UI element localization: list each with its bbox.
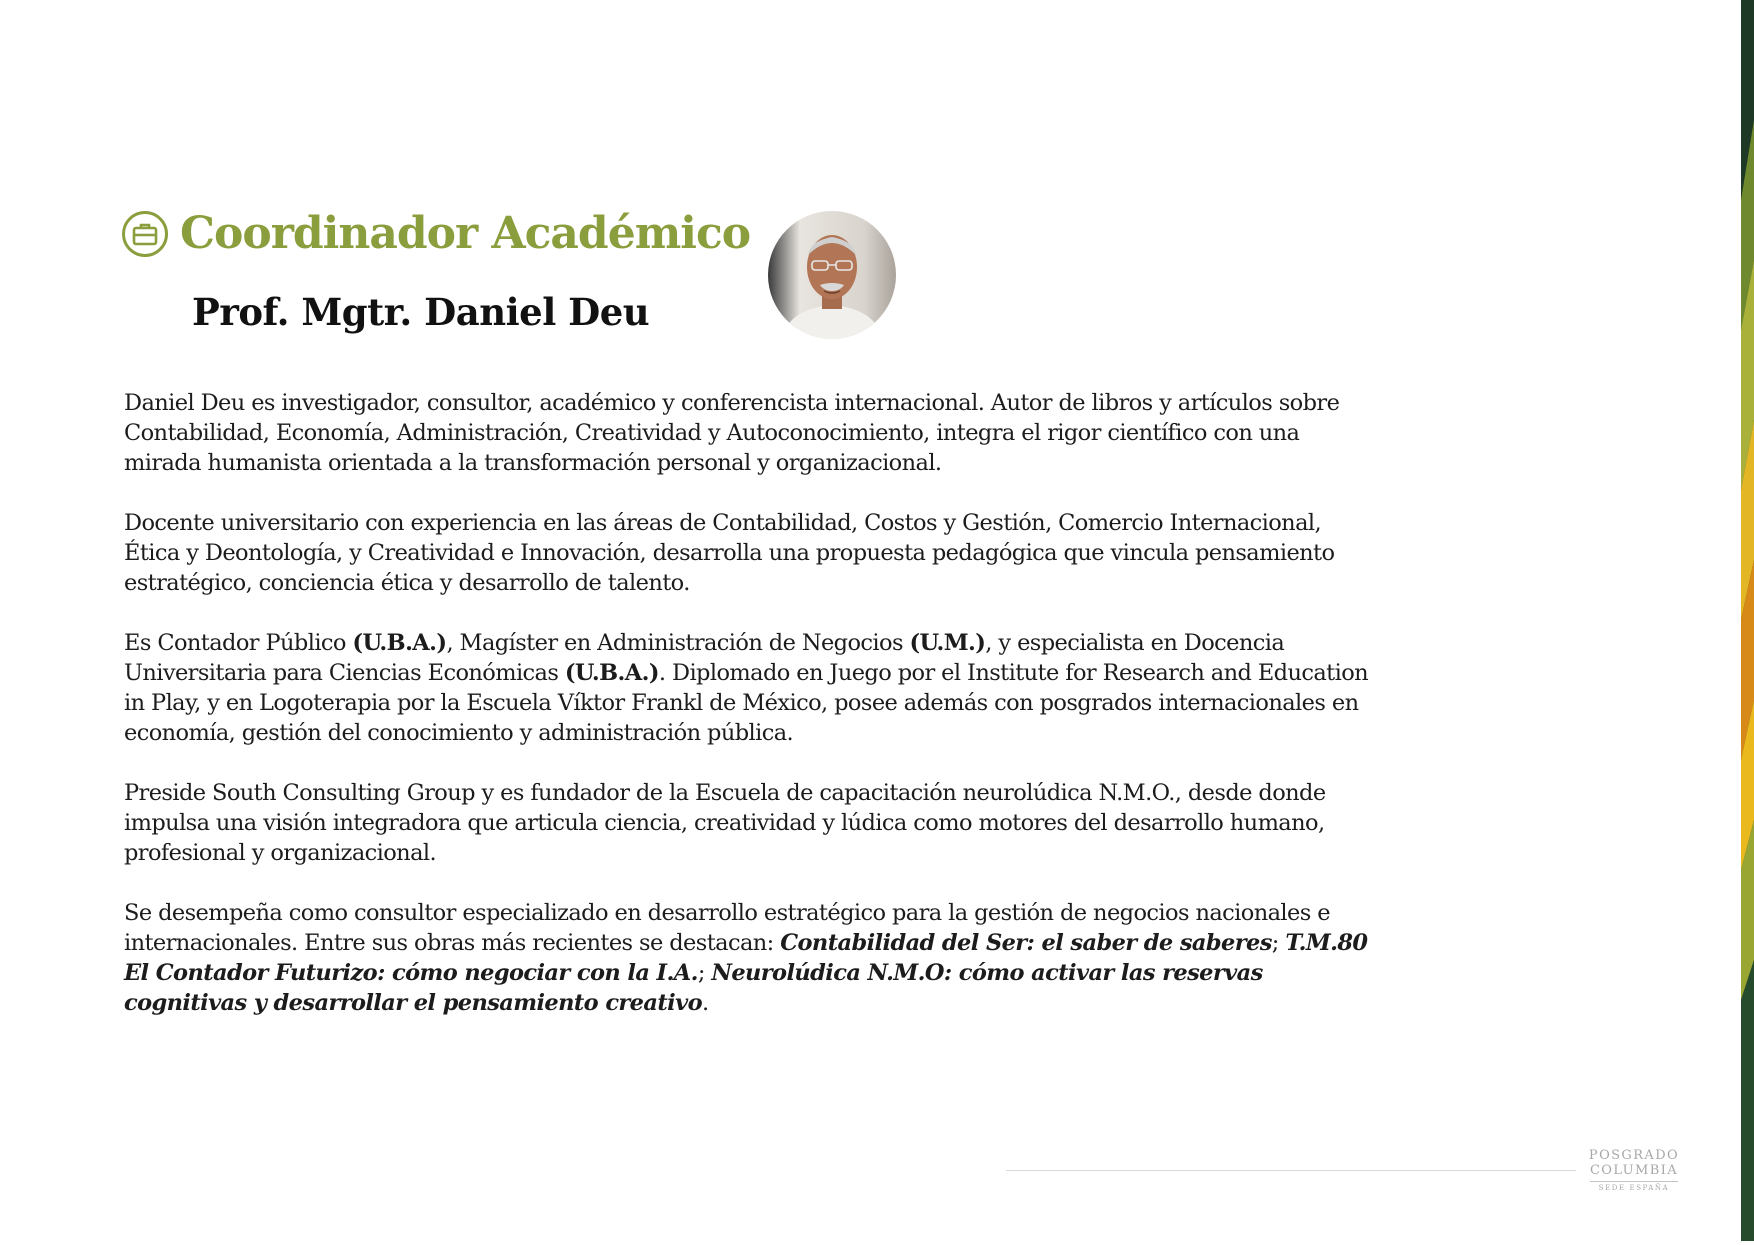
degree-institution: (U.B.A.) bbox=[564, 660, 659, 686]
section-header bbox=[122, 208, 750, 259]
bio-text bbox=[124, 388, 1374, 1048]
decorative-side-strip bbox=[1741, 0, 1754, 1241]
briefcase-icon bbox=[122, 211, 168, 257]
bio-paragraph-1: Daniel Deu es investigador, consultor, académico y conferencista internacional. Autor de libros y artículos sobre Contabilidad, Economía, Administración, Creatividad y Autoconocimiento, integra el rigor científico con una mirada humanista orientada a la transformación personal y organizacional. bbox=[124, 390, 1340, 476]
logo-line-2: COLUMBIA bbox=[1589, 1163, 1679, 1178]
text-run: , Magíster en Administración de Negocios bbox=[446, 630, 910, 656]
bio-paragraph-4: Preside South Consulting Group y es fundador de la Escuela de capacitación neurolúdica N.M.O., desde donde impulsa una visión integradora que articula ciencia, creatividad y lúdica como motores del desarrollo humano, profesional y organizacional. bbox=[124, 780, 1326, 866]
book-title: Contabilidad del Ser: el saber de saberes bbox=[780, 930, 1272, 956]
logo-line-3: SEDE ESPAÑA bbox=[1590, 1181, 1678, 1192]
footer-divider bbox=[1006, 1170, 1576, 1171]
degree-institution: (U.B.A.) bbox=[352, 630, 447, 656]
text-run: , y especialista en Docencia Universitaria para Ciencias Económicas bbox=[124, 630, 1285, 686]
coordinator-name: Prof. Mgtr. Daniel Deu bbox=[192, 290, 650, 334]
text-run: ; bbox=[1271, 930, 1286, 956]
page-title: Coordinador Académico bbox=[180, 208, 751, 259]
text-run: ; bbox=[697, 960, 712, 986]
text-run: Se desempeña como consultor especializado en desarrollo estratégico para la gestión de negocios nacionales e internacionales. Entre sus obras más recientes se destacan: bbox=[124, 900, 1330, 956]
text-run: . Diplomado en Juego por el Institute for Research and Education in Play, y en Logoterapia por la Escuela Víktor Frankl de México, posee además con posgrados internacionales en economía, gestión del conocimiento y administración pública. bbox=[124, 660, 1369, 746]
posgrado-columbia-logo bbox=[1584, 1148, 1684, 1192]
text-run: Es Contador Público bbox=[124, 630, 353, 656]
bio-paragraph-5 bbox=[124, 898, 1374, 1018]
logo-line-1: POSGRADO bbox=[1588, 1148, 1680, 1163]
bio-paragraph-3 bbox=[124, 628, 1374, 748]
book-title: T.M.80 El Contador Futurizo: cómo negociar con la I.A. bbox=[124, 930, 1368, 986]
coordinator-photo bbox=[768, 211, 896, 339]
book-title: Neurolúdica N.M.O: cómo activar las reservas cognitivas y desarrollar el pensamiento creativo bbox=[124, 960, 1263, 1016]
bio-paragraph-2: Docente universitario con experiencia en las áreas de Contabilidad, Costos y Gestión, Comercio Internacional, Ética y Deontología, y Creatividad e Innovación, desarrolla una propuesta pedagógica que vincula pensamiento estratégico, conciencia ética y desarrollo de talento. bbox=[124, 510, 1335, 596]
text-run: . bbox=[702, 990, 709, 1016]
degree-institution: (U.M.) bbox=[909, 630, 986, 656]
